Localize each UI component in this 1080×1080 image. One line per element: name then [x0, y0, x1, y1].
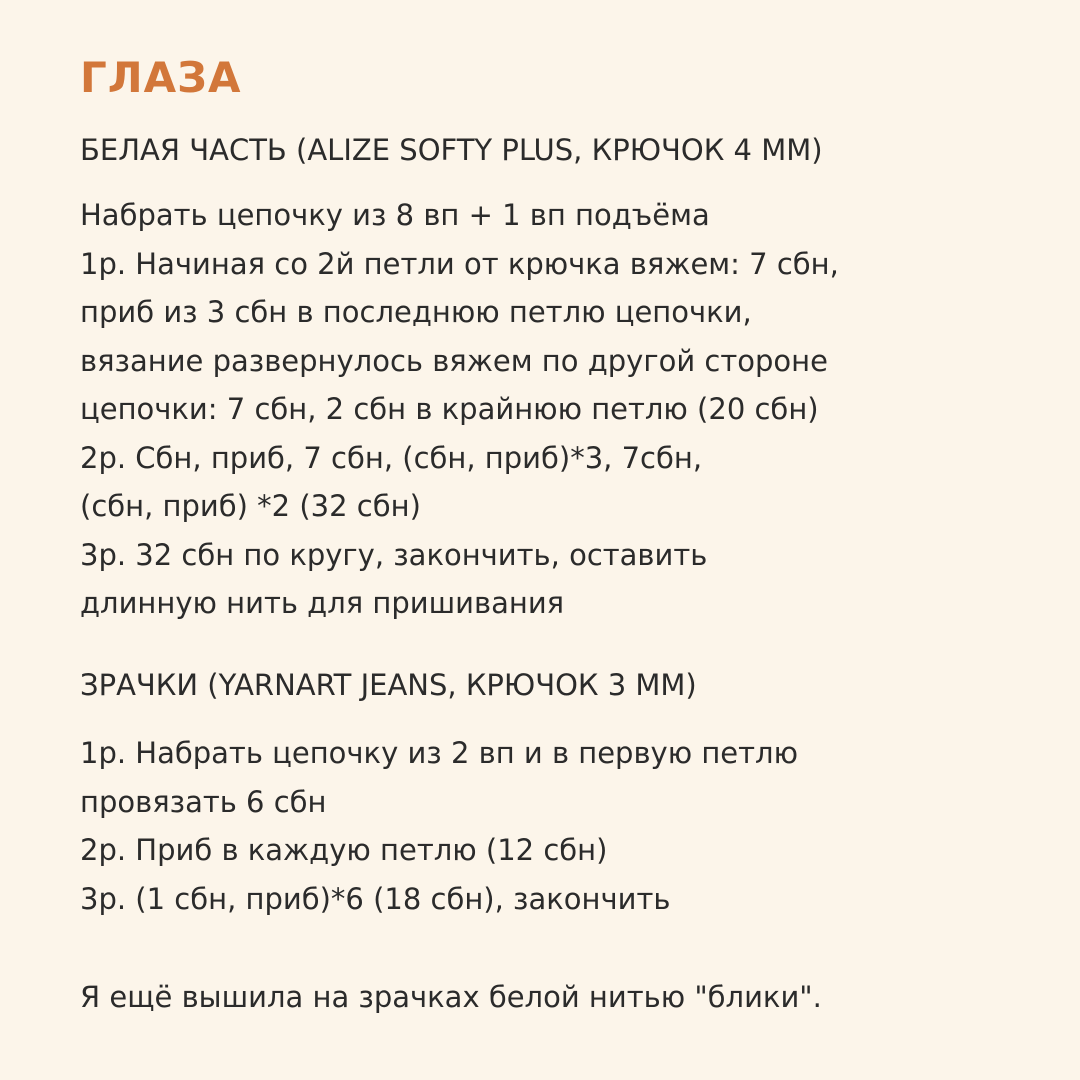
white-part-line: 2р. Сбн, приб, 7 сбн, (сбн, приб)*3, 7сбн,: [80, 441, 703, 475]
white-part-line: длинную нить для пришивания: [80, 586, 565, 620]
pupils-line: 2р. Приб в каждую петлю (12 сбн): [80, 833, 608, 867]
white-part-line: Набрать цепочку из 8 вп + 1 вп подъёма: [80, 198, 710, 232]
pupils-heading: ЗРАЧКИ (YARNART JEANS, КРЮЧОК 3 ММ): [80, 668, 697, 702]
note-text: Я ещё вышила на зрачках белой нитью "блики".: [80, 980, 822, 1014]
white-part-heading: БЕЛАЯ ЧАСТЬ (ALIZE SOFTY PLUS, КРЮЧОК 4 ММ): [80, 133, 823, 167]
white-part-line: цепочки: 7 сбн, 2 сбн в крайнюю петлю (20 сбн): [80, 392, 819, 426]
pupils-line: 1р. Набрать цепочку из 2 вп и в первую петлю: [80, 736, 798, 770]
white-part-line: приб из 3 сбн в последнюю петлю цепочки,: [80, 295, 752, 329]
pupils-line: 3р. (1 сбн, приб)*6 (18 сбн), закончить: [80, 882, 671, 916]
white-part-line: 1р. Начиная со 2й петли от крючка вяжем: 7 сбн,: [80, 247, 839, 281]
page-title: ГЛАЗА: [80, 53, 242, 102]
white-part-line: вязание развернулось вяжем по другой стороне: [80, 344, 828, 378]
pupils-line: провязать 6 сбн: [80, 785, 327, 819]
white-part-line: 3р. 32 сбн по кругу, закончить, оставить: [80, 538, 708, 572]
white-part-line: (сбн, приб) *2 (32 сбн): [80, 489, 421, 523]
